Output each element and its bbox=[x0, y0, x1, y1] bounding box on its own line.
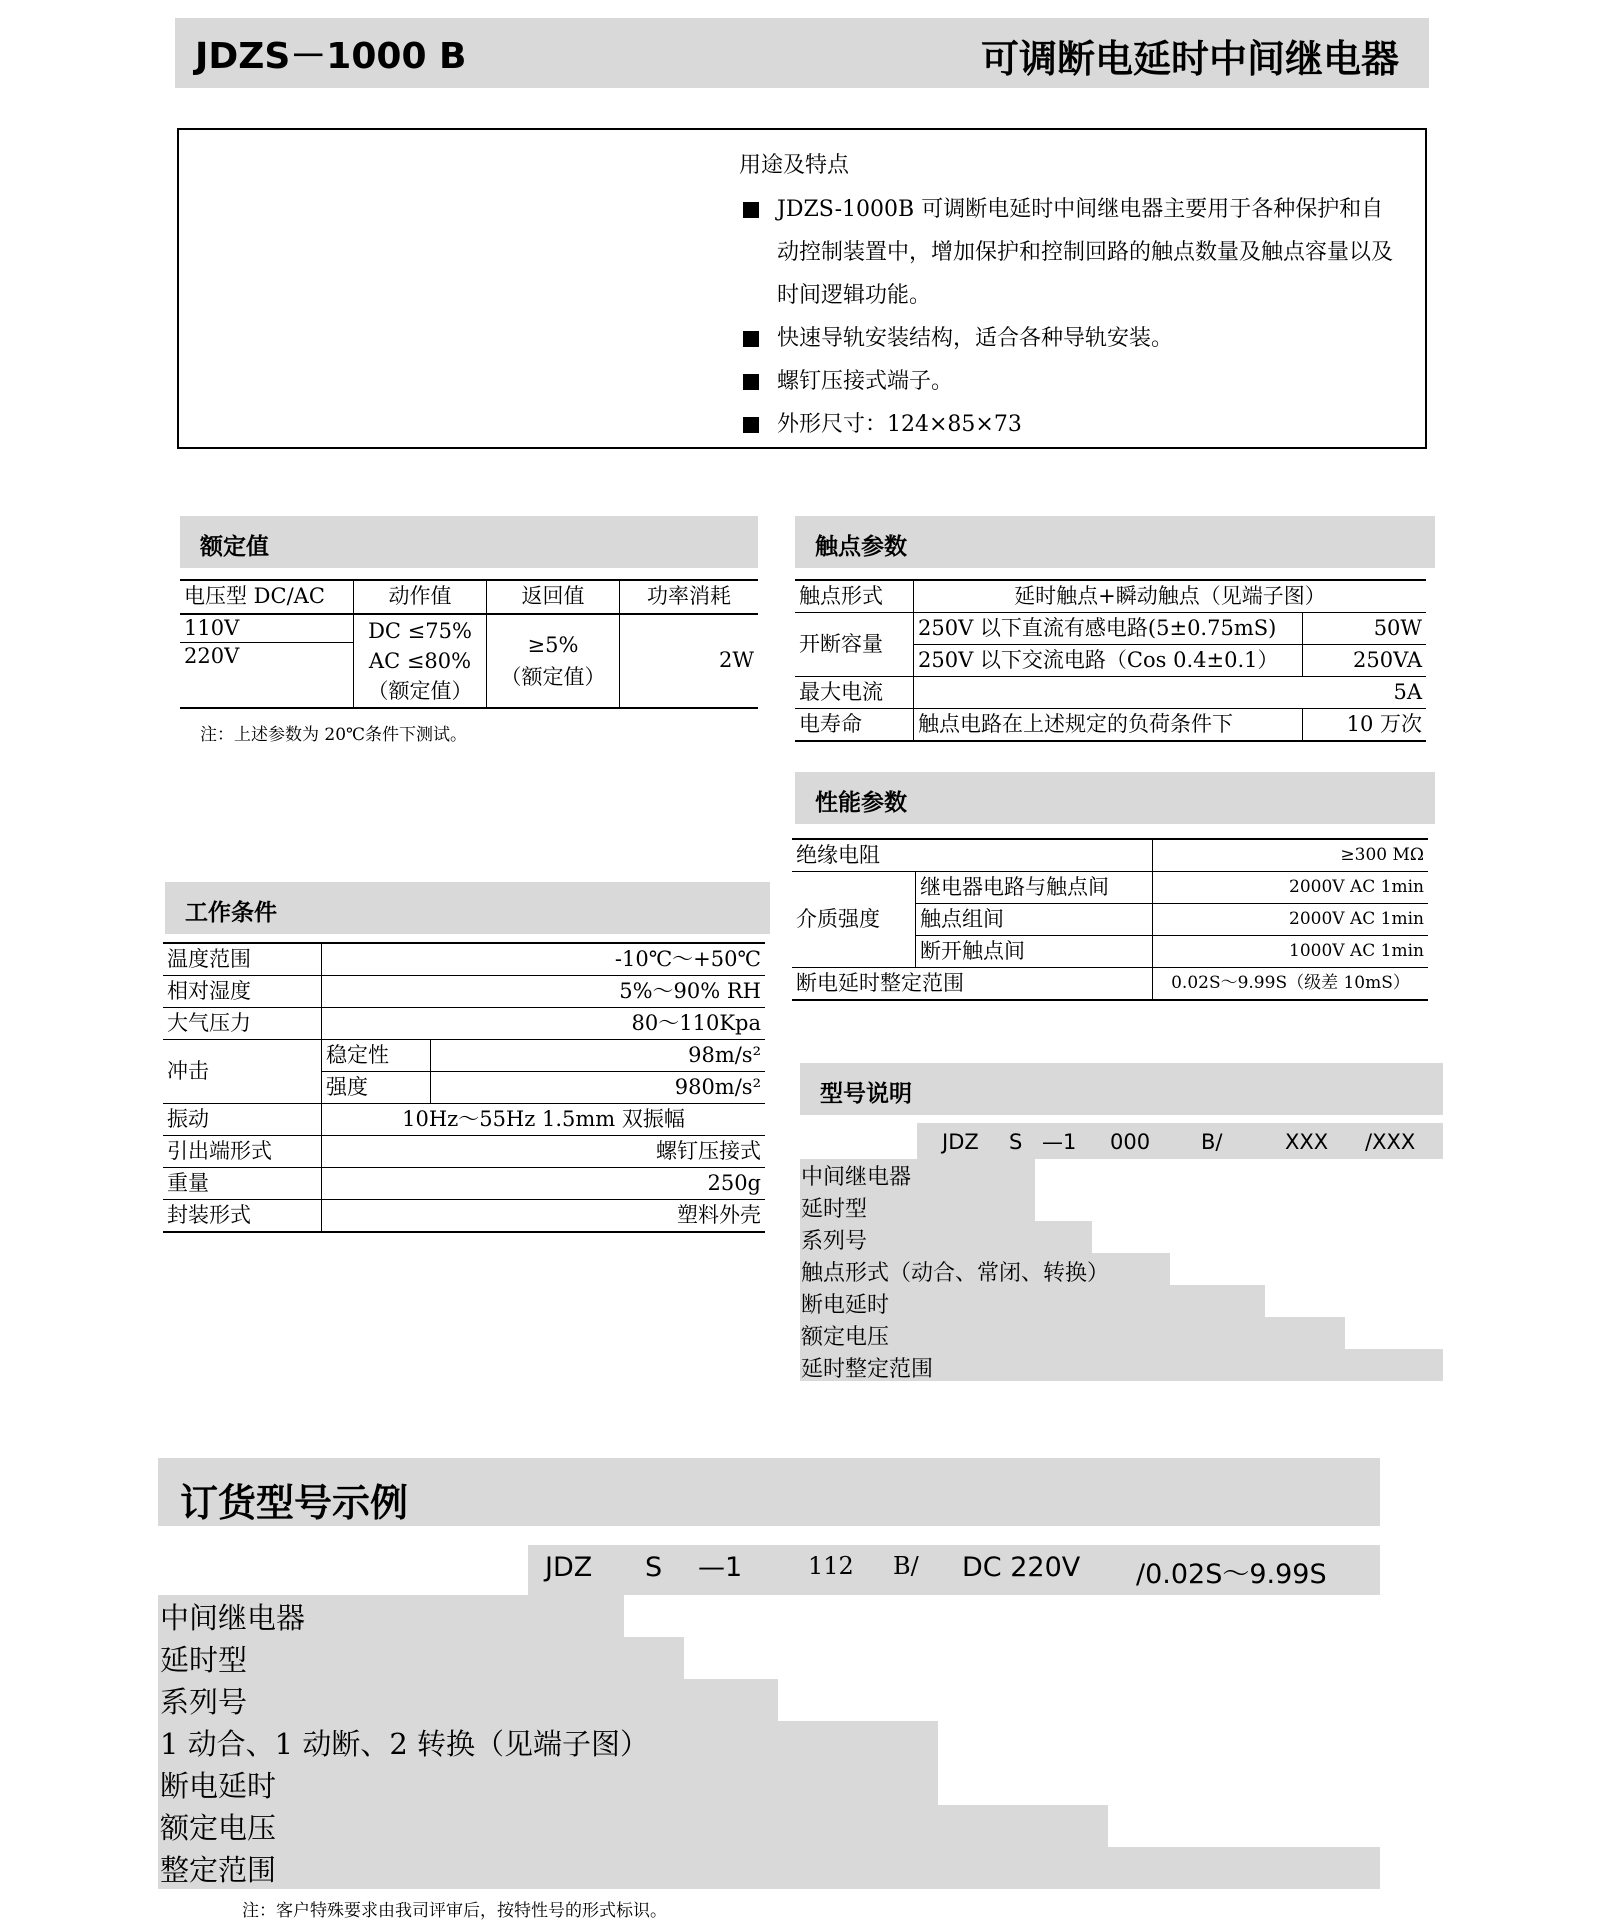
model-desc-label: 系列号 bbox=[801, 1229, 868, 1254]
order-section-bar bbox=[158, 1458, 1380, 1526]
contacts-section-bar bbox=[795, 516, 1435, 568]
bullet-square-icon bbox=[743, 417, 759, 433]
model-code-part: /XXX bbox=[1365, 1130, 1416, 1154]
performance-section-bar bbox=[795, 772, 1435, 824]
model-code-part: XXX bbox=[1285, 1130, 1329, 1154]
model-code-part: B/ bbox=[1201, 1130, 1223, 1154]
rated-header: 返回值 bbox=[487, 580, 620, 614]
model-desc-title: 型号说明 bbox=[820, 1081, 912, 1107]
model-desc-label: 触点形式（动合、常闭、转换） bbox=[801, 1261, 1110, 1286]
rated-header: 功率消耗 bbox=[620, 580, 759, 614]
product-title: 可调断电延时中间继电器 bbox=[980, 37, 1399, 81]
order-code-part: B/ bbox=[893, 1552, 919, 1580]
model-code-part: S bbox=[1009, 1130, 1023, 1154]
order-label: 中间继电器 bbox=[160, 1601, 306, 1635]
contacts-title: 触点参数 bbox=[815, 534, 907, 560]
order-label: 额定电压 bbox=[160, 1811, 277, 1845]
rated-table bbox=[180, 579, 758, 709]
order-code-part: —1 bbox=[698, 1552, 743, 1583]
bullet-square-icon bbox=[743, 374, 759, 390]
return-value-cell: ≥5% （额定值） bbox=[487, 614, 620, 708]
model-code-part: 000 bbox=[1110, 1130, 1151, 1154]
rated-header: 电压型 DC/AC bbox=[180, 580, 354, 614]
feature-item: JDZS-1000B 可调断电延时中间继电器主要用于各种保护和自动控制装置中，增加保护和控制回路的触点数量及触点容量以及时间逻辑功能。 bbox=[739, 188, 1399, 317]
model-code-part: JDZ bbox=[942, 1130, 979, 1154]
order-label: 1 动合、1 动断、2 转换（见端子图） bbox=[160, 1727, 650, 1761]
features-heading: 用途及特点 bbox=[739, 153, 850, 178]
rated-voltage-cell bbox=[180, 614, 354, 708]
order-label: 整定范围 bbox=[160, 1853, 277, 1887]
feature-item: 快速导轨安装结构，适合各种导轨安装。 bbox=[739, 317, 1399, 360]
work-table: 温度范围 -10℃～+50℃ 相对湿度 5%～90% RH 大气压力 80～110Kpa 冲击 稳定性 98m/s² 强度 980m/s² 振动 10Hz～55Hz 1.5mm 双振幅 引出端形式 螺钉压接式 重量 250g 封装形式 塑料外壳 bbox=[163, 942, 765, 1233]
rated-title: 额定值 bbox=[200, 534, 269, 560]
order-code-part: S bbox=[645, 1552, 663, 1583]
work-section-bar bbox=[165, 882, 770, 934]
bullet-square-icon bbox=[743, 331, 759, 347]
work-title: 工作条件 bbox=[185, 900, 277, 926]
order-code-part: DC 220V bbox=[962, 1552, 1081, 1583]
order-code-part: /0.02S～9.99S bbox=[1136, 1559, 1327, 1590]
feature-item: 螺钉压接式端子。 bbox=[739, 360, 1399, 403]
model-desc-section-bar bbox=[800, 1063, 1443, 1115]
contacts-table: 触点形式 延时触点+瞬动触点（见端子图） 开断容量 250V 以下直流有感电路(5±0.75mS) 50W 250V 以下交流电路（Cos 0.4±0.1） 250VA 最大电流 5A 电寿命 触点电路在上述规定的负荷条件下 10 万次 bbox=[795, 579, 1426, 742]
voltage-110: 110V bbox=[180, 615, 353, 643]
order-code-part: 112 bbox=[808, 1552, 854, 1580]
model-code-part: —1 bbox=[1042, 1130, 1077, 1154]
model-desc-label: 中间继电器 bbox=[801, 1165, 912, 1190]
model-desc-label: 额定电压 bbox=[801, 1325, 890, 1350]
features-list bbox=[739, 188, 1399, 446]
rated-header: 动作值 bbox=[354, 580, 487, 614]
order-code-part: JDZ bbox=[545, 1552, 593, 1583]
model-code: JDZS－1000 B bbox=[195, 36, 467, 77]
performance-title: 性能参数 bbox=[815, 790, 907, 816]
order-note: 注：客户特殊要求由我司评审后，按特性号的形式标识。 bbox=[242, 1901, 667, 1921]
rated-section-bar bbox=[180, 516, 758, 568]
order-label: 断电延时 bbox=[160, 1769, 277, 1803]
model-desc-label: 延时型 bbox=[801, 1197, 868, 1222]
header-bar bbox=[175, 18, 1429, 88]
order-label: 系列号 bbox=[160, 1685, 248, 1719]
performance-table: 绝缘电阻 ≥300 MΩ 介质强度 继电器电路与触点间 2000V AC 1min 触点组间 2000V AC 1min 断开触点间 1000V AC 1min 断电延时整定范围 0.02S～9.99S（级差 10mS） bbox=[792, 838, 1428, 1001]
power-value: 2W bbox=[620, 614, 759, 708]
bullet-square-icon bbox=[743, 202, 759, 218]
voltage-220: 220V bbox=[184, 644, 240, 669]
feature-item: 外形尺寸：124×85×73 bbox=[739, 403, 1399, 446]
model-desc-label: 延时整定范围 bbox=[801, 1357, 934, 1382]
action-value-cell: DC ≤75% AC ≤80% （额定值） bbox=[354, 614, 487, 708]
rated-note: 注：上述参数为 20℃条件下测试。 bbox=[200, 725, 468, 745]
model-desc-label: 断电延时 bbox=[801, 1293, 890, 1318]
order-label: 延时型 bbox=[160, 1643, 248, 1677]
order-title: 订货型号示例 bbox=[180, 1481, 409, 1525]
features-box bbox=[177, 128, 1427, 449]
